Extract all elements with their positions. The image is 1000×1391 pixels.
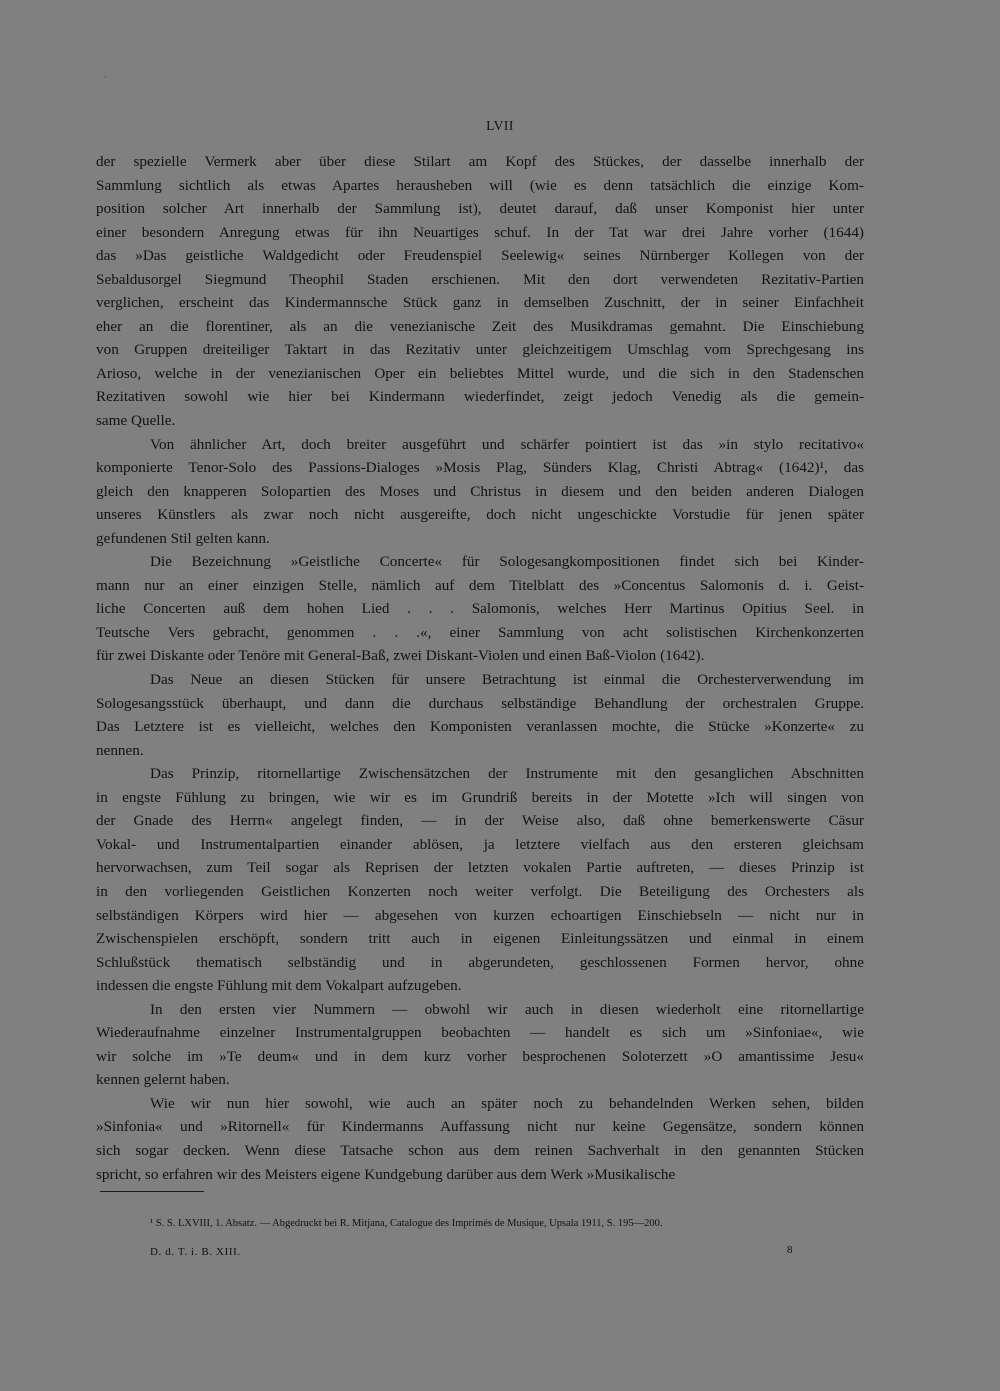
- speck: [104, 76, 106, 78]
- text-line: Vokal- und Instrumentalpartien einander ablösen, ja letztere vielfach aus den ersteren gleichsam: [96, 835, 864, 853]
- paragraph: [96, 668, 864, 762]
- paragraph: [96, 1092, 864, 1186]
- text-line: Teutsche Vers gebracht, genommen . . .«, einer Sammlung von acht solistischen Kirchenkonzerten: [96, 623, 864, 641]
- page-number: LVII: [486, 118, 514, 133]
- text-line: der spezielle Vermerk aber über diese Stilart am Kopf des Stückes, der dasselbe innerhalb der: [96, 153, 864, 170]
- text-line: das »Das geistliche Waldgedicht oder Freudenspiel Seelewig« seines Nürnberger Kollegen von der: [96, 247, 864, 265]
- text-line: unseres Künstlers als zwar noch nicht ausgereifte, doch nicht ungeschickte Vorstudie für jenen später: [96, 506, 864, 524]
- text-line: »Sinfonia« und »Ritornell« für Kindermanns Auffassung nicht nur keine Gegensätze, sondern können: [96, 1118, 864, 1136]
- text-line: in den vorliegenden Geistlichen Konzerten noch weiter verfolgt. Die Beteiligung des Orchesters als: [96, 882, 864, 900]
- text-line: Sammlung sichtlich als etwas Apartes herausheben will (wie es denn tatsächlich die einzige Kom-: [96, 176, 864, 194]
- text-line: gefundenen Stil gelten kann.: [96, 529, 270, 547]
- text-line: mann nur an einer einzigen Stelle, nämlich auf dem Titelblatt des »Concentus Salomonis d. i. Geist-: [96, 576, 864, 594]
- text-line: indessen die engste Fühlung mit dem Vokalpart aufzugeben.: [96, 977, 462, 995]
- text-line: Wie wir nun hier sowohl, wie auch an später noch zu behandelnden Werken sehen, bilden: [150, 1094, 864, 1112]
- sheet-number: 8: [787, 1244, 793, 1256]
- text-line: komponierte Tenor-Solo des Passions-Dialoges »Mosis Plag, Sünders Klag, Christi Abtrag« (1642)¹, das: [96, 459, 864, 477]
- text-line: gleich den knapperen Solopartien des Moses und Christus in diesem und den beiden anderen Dialogen: [96, 482, 864, 500]
- text-line: der Gnade des Herrn« angelegt finden, — in der Weise also, daß ohne bemerkenswerte Cäsur: [96, 812, 864, 830]
- text-line: hervorwachsen, zum Teil sogar als Reprisen der letzten vokalen Partie auftreten, — dieses Prinzip ist: [96, 859, 864, 877]
- text-line: Das Prinzip, ritornellartige Zwischensätzchen der Instrumente mit den gesanglichen Abschnitten: [150, 765, 864, 783]
- text-line: für zwei Diskante oder Tenöre mit General-Baß, zwei Diskant-Violen und einen Baß-Violon (1642).: [96, 647, 705, 665]
- text-line: Wiederaufnahme einzelner Instrumentalgruppen beobachten — handelt es sich um »Sinfoniae«, wie: [96, 1024, 864, 1042]
- text-line: Das Neue an diesen Stücken für unsere Betrachtung ist einmal die Orchesterverwendung im: [150, 671, 864, 689]
- text-line: same Quelle.: [96, 412, 176, 430]
- text-line: in engste Fühlung zu bringen, wie wir es im Grundriß bereits in der Motette »Ich will singen von: [96, 788, 864, 806]
- text-line: Das Letztere ist es vielleicht, welches den Komponisten veranlassen mochte, die Stücke »Konzerte« zu: [96, 718, 864, 736]
- text-line: Zwischenspielen erschöpft, sondern tritt auch in eigenen Einleitungssätzen und einmal in einem: [96, 930, 864, 948]
- text-line: In den ersten vier Nummern — obwohl wir auch in diesen wiederholt eine ritornellartige: [150, 1000, 864, 1018]
- paragraph: [96, 550, 864, 668]
- text-line: Rezitativen sowohl wie hier bei Kindermann wiederfindet, zeigt jedoch Venedig als die gemein-: [96, 388, 864, 406]
- text-line: selbständigen Körpers wird hier — abgesehen von kurzen echoartigen Einschiebseln — nicht nur in: [96, 906, 864, 924]
- text-line: liche Concerten auß dem hohen Lied . . . Salomonis, welches Herr Martinus Opitius Seel. in: [96, 600, 864, 618]
- text-line: nennen.: [96, 741, 144, 759]
- text-line: sich sogar decken. Wenn diese Tatsache schon aus dem reinen Sachverhalt in den genannten Stücken: [96, 1141, 864, 1159]
- text-line: von Gruppen dreiteiliger Taktart in das Rezitativ unter gleichzeitigem Umschlag vom Sprechgesang ins: [96, 341, 864, 359]
- text-line: einer besondern Anregung etwas für ihn Neuartiges schuf. In der Tat war drei Jahre vorher (1644): [96, 223, 864, 241]
- text-line: Sologesangsstück überhaupt, und dann die durchaus selbständige Behandlung der orchestralen Gruppe.: [96, 694, 864, 712]
- text-line: Die Bezeichnung »Geistliche Concerte« für Sologesangkompositionen findet sich bei Kinder-: [150, 553, 864, 571]
- text-line: verglichen, erscheint das Kindermannsche Stück ganz in demselben Zuschnitt, der in seiner Einfachheit: [96, 294, 864, 312]
- text-line: Schlußstück thematisch selbständig und in abgerundeten, geschlossenen Formen hervor, ohne: [96, 953, 864, 971]
- footnote: ¹ S. S. LXVIII, 1. Absatz. — Abgedruckt bei R. Mitjana, Catalogue des Imprimés de Musique, Upsala 1911, S. 195—200.: [150, 1218, 663, 1229]
- text-line: Von ähnlicher Art, doch breiter ausgeführt und schärfer pointiert ist das »in stylo recitativo«: [150, 435, 864, 453]
- paragraph: [96, 433, 864, 551]
- text-line: wir solche im »Te deum« und in dem kurz vorher besprochenen Soloterzett »O amantissime Jesu«: [96, 1047, 864, 1065]
- paragraph: [96, 150, 864, 433]
- text-line: kennen gelernt haben.: [96, 1071, 230, 1089]
- footnote-divider: [100, 1191, 204, 1192]
- paragraph: [96, 998, 864, 1092]
- text-line: eher an die florentiner, als an die venezianische Zeit des Musikdramas gemahnt. Die Einschiebung: [96, 317, 864, 335]
- text-line: Sebaldusorgel Siegmund Theophil Staden erschienen. Mit den dort verwendeten Rezitativ-Partien: [96, 270, 864, 288]
- body-text: [96, 150, 864, 1186]
- text-line: Arioso, welche in der venezianischen Oper ein beliebtes Mittel wurde, und die sich in den Stadenschen: [96, 364, 864, 382]
- paragraph: [96, 762, 864, 997]
- text-line: position solcher Art innerhalb der Sammlung ist), deutet darauf, daß unser Komponist hier unter: [96, 200, 864, 218]
- sheet-signature: D. d. T. i. B. XIII.: [150, 1246, 241, 1258]
- text-line: spricht, so erfahren wir des Meisters eigene Kundgebung darüber aus dem Werk »Musikalische: [96, 1165, 676, 1183]
